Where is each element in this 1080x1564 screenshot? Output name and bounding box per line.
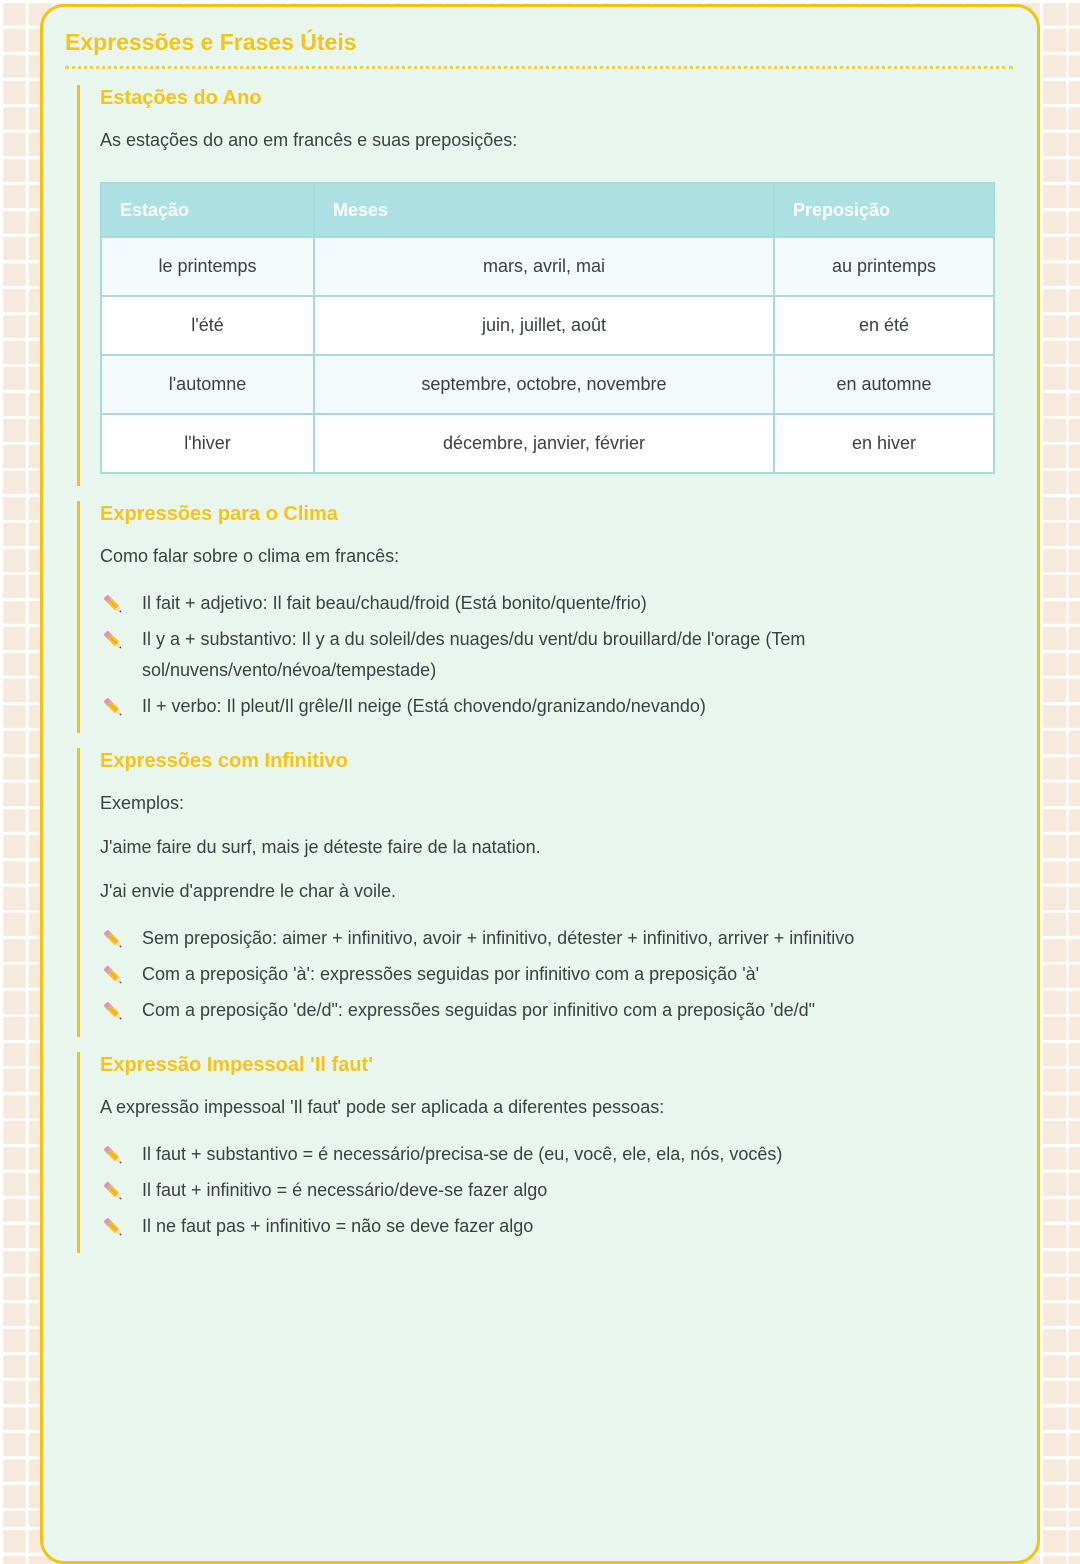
table-cell: le printemps bbox=[101, 237, 314, 296]
section-heading: Expressão Impessoal 'Il faut' bbox=[100, 1054, 373, 1076]
bullet-text: Com a preposição 'de/d": expressões seguidas por infinitivo com a preposição 'de/d" bbox=[142, 1000, 816, 1020]
table-cell: en été bbox=[774, 296, 994, 355]
bullet-item bbox=[100, 691, 1013, 722]
section-paragraph: Exemplos: bbox=[100, 793, 185, 813]
bullet-text: Il fait + adjetivo: Il fait beau/chaud/froid (Está bonito/quente/frio) bbox=[142, 593, 647, 613]
bullet-item bbox=[100, 624, 1013, 686]
table-cell: en hiver bbox=[774, 414, 994, 473]
pencil-icon bbox=[100, 1142, 127, 1169]
section-paragraph: J'aime faire du surf, mais je déteste faire de la natation. bbox=[100, 837, 541, 857]
seasons-table bbox=[100, 182, 995, 474]
bullet-item bbox=[100, 1139, 1013, 1170]
table-row bbox=[101, 296, 994, 355]
bullet-item bbox=[100, 1175, 1013, 1206]
pencil-icon bbox=[100, 926, 127, 953]
bullet-text: Sem preposição: aimer + infinitivo, avoir + infinitivo, détester + infinitivo, arriver + infinitivo bbox=[142, 928, 855, 948]
notes-card bbox=[40, 4, 1040, 1564]
table-cell: au printemps bbox=[774, 237, 994, 296]
section-paragraph: Como falar sobre o clima em francês: bbox=[100, 546, 400, 566]
table-cell: décembre, janvier, février bbox=[314, 414, 774, 473]
section-paragraph: A expressão impessoal 'Il faut' pode ser aplicada a diferentes pessoas: bbox=[100, 1097, 665, 1117]
table-head bbox=[101, 183, 994, 237]
bullet-item bbox=[100, 995, 1013, 1026]
table-header-cell: Estação bbox=[101, 183, 314, 237]
pencil-icon bbox=[100, 591, 127, 618]
bullet-text: Il faut + substantivo = é necessário/precisa-se de (eu, você, ele, ela, nós, vocês) bbox=[142, 1144, 783, 1164]
bullet-text: Il y a + substantivo: Il y a du soleil/des nuages/du vent/du brouillard/de l'orage (Tem sol/nuvens/vento/névoa/tempestade) bbox=[142, 629, 806, 680]
bullet-item bbox=[100, 588, 1013, 619]
table-body bbox=[101, 237, 994, 473]
pencil-icon bbox=[100, 998, 127, 1025]
sections-container bbox=[77, 85, 1013, 1253]
pencil-icon bbox=[100, 1214, 127, 1241]
table-row bbox=[101, 237, 994, 296]
table-row bbox=[101, 355, 994, 414]
table-cell: septembre, octobre, novembre bbox=[314, 355, 774, 414]
bullet-item bbox=[100, 1211, 1013, 1242]
dotted-divider bbox=[65, 66, 1013, 69]
table-cell: en automne bbox=[774, 355, 994, 414]
bullet-item bbox=[100, 923, 1013, 954]
table-cell: l'été bbox=[101, 296, 314, 355]
bullet-list bbox=[100, 923, 1013, 1026]
pencil-icon bbox=[100, 962, 127, 989]
section-heading: Expressões com Infinitivo bbox=[100, 750, 348, 772]
section-paragraph: As estações do ano em francês e suas preposições: bbox=[100, 130, 518, 150]
section-heading: Estações do Ano bbox=[100, 87, 262, 109]
section-expressoes-com-infinitivo bbox=[77, 748, 1013, 1037]
pencil-icon bbox=[100, 627, 127, 654]
bullet-text: Il + verbo: Il pleut/Il grêle/Il neige (Está chovendo/granizando/nevando) bbox=[142, 696, 706, 716]
table-header-cell: Preposição bbox=[774, 183, 994, 237]
bullet-text: Il ne faut pas + infinitivo = não se deve fazer algo bbox=[142, 1216, 534, 1236]
pencil-icon bbox=[100, 1178, 127, 1205]
section-paragraph: J'ai envie d'apprendre le char à voile. bbox=[100, 881, 397, 901]
page-title: Expressões e Frases Úteis bbox=[65, 29, 357, 55]
table-cell: l'hiver bbox=[101, 414, 314, 473]
table-cell: mars, avril, mai bbox=[314, 237, 774, 296]
bullet-list bbox=[100, 1139, 1013, 1242]
table-header-row bbox=[101, 183, 994, 237]
table-cell: l'automne bbox=[101, 355, 314, 414]
section-expressao-impessoal-il-faut bbox=[77, 1052, 1013, 1253]
bullet-list bbox=[100, 588, 1013, 722]
bullet-text: Com a preposição 'à': expressões seguidas por infinitivo com a preposição 'à' bbox=[142, 964, 760, 984]
section-heading: Expressões para o Clima bbox=[100, 503, 338, 525]
table-header-cell: Meses bbox=[314, 183, 774, 237]
bullet-text: Il faut + infinitivo = é necessário/deve-se fazer algo bbox=[142, 1180, 548, 1200]
table-cell: juin, juillet, août bbox=[314, 296, 774, 355]
table-row bbox=[101, 414, 994, 473]
section-estacoes-do-ano bbox=[77, 85, 1013, 486]
section-expressoes-para-o-clima bbox=[77, 501, 1013, 733]
pencil-icon bbox=[100, 694, 127, 721]
bullet-item bbox=[100, 959, 1013, 990]
